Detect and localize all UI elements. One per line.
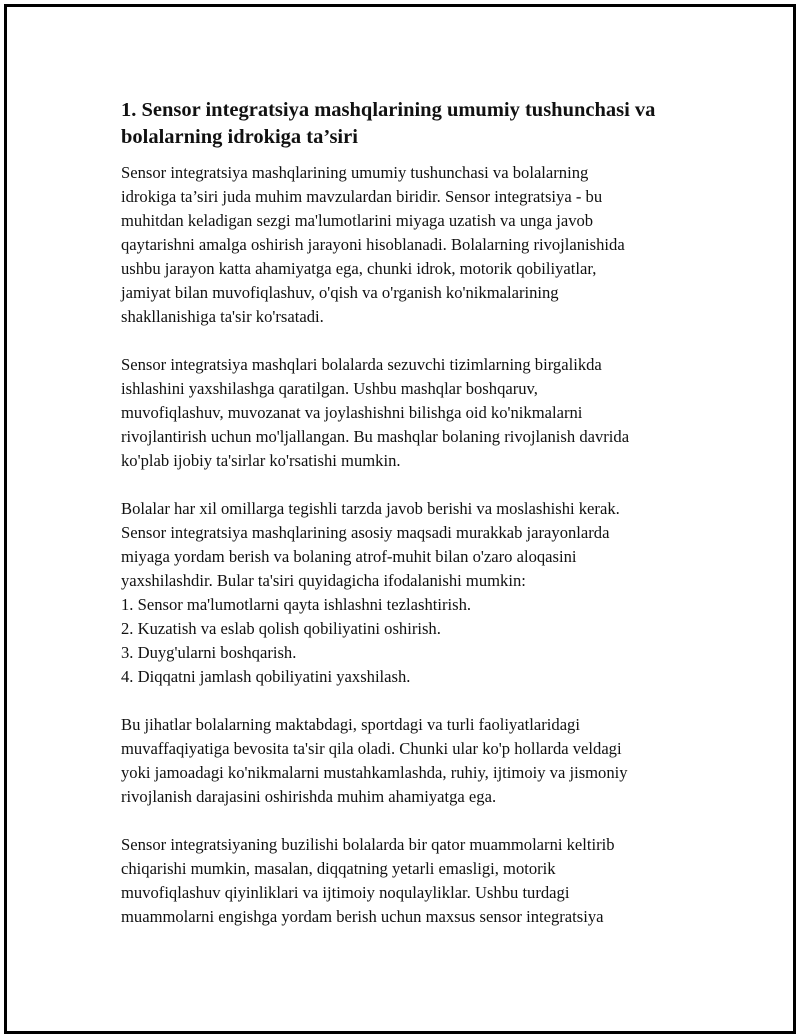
section-heading: [121, 97, 701, 151]
paragraph-line: ko'plab ijobiy ta'sirlar ko'rsatishi mumkin.: [121, 451, 401, 470]
paragraph-2: [121, 353, 701, 473]
paragraph-4: [121, 713, 701, 809]
paragraph-line: Sensor integratsiya mashqlari bolalarda sezuvchi tizimlarning birgalikda: [121, 355, 602, 374]
paragraph-1: [121, 161, 701, 329]
heading-line: bolalarning idrokiga ta’siri: [121, 126, 358, 148]
paragraph-line: rivojlantirish uchun mo'ljallangan. Bu mashqlar bolaning rivojlanish davrida: [121, 427, 630, 446]
list-item: 4. Diqqatni jamlash qobiliyatini yaxshilash.: [121, 667, 411, 686]
paragraph-line: ishlashini yaxshilashga qaratilgan. Ushbu mashqlar boshqaruv,: [121, 379, 538, 398]
paragraph-line: muvofiqlashuv qiyinliklari va ijtimoiy noqulayliklar. Ushbu turdagi: [121, 883, 570, 902]
paragraph-line: Sensor integratsiya mashqlarining umumiy tushunchasi va bolalarning: [121, 163, 589, 182]
list-item: 1. Sensor ma'lumotlarni qayta ishlashni tezlashtirish.: [121, 595, 472, 614]
paragraph-line: jamiyat bilan muvofiqlashuv, o'qish va o'rganish ko'nikmalarining: [121, 283, 559, 302]
paragraph-line: Sensor integratsiyaning buzilishi bolalarda bir qator muammolarni keltirib: [121, 835, 615, 854]
paragraph-line: yaxshilashdir. Bular ta'siri quyidagicha ifodalanishi mumkin:: [121, 571, 526, 590]
page-frame: [4, 4, 796, 1034]
paragraph-3: [121, 497, 701, 689]
heading-line: 1. Sensor integratsiya mashqlarining umumiy tushunchasi va: [121, 99, 656, 121]
paragraph-line: Bolalar har xil omillarga tegishli tarzda javob berishi va moslashishi kerak.: [121, 499, 620, 518]
paragraph-line: idrokiga ta’siri juda muhim mavzulardan biridir. Sensor integratsiya - bu: [121, 187, 603, 206]
list-item: 3. Duyg'ularni boshqarish.: [121, 643, 297, 662]
paragraph-line: muvaffaqiyatiga bevosita ta'sir qila oladi. Chunki ular ko'p hollarda veldagi: [121, 739, 622, 758]
paragraph-line: muammolarni engishga yordam berish uchun maxsus sensor integratsiya: [121, 907, 604, 926]
paragraph-line: chiqarishi mumkin, masalan, diqqatning yetarli emasligi, motorik: [121, 859, 556, 878]
paragraph-line: miyaga yordam berish va bolaning atrof-muhit bilan o'zaro aloqasini: [121, 547, 577, 566]
paragraph-line: ushbu jarayon katta ahamiyatga ega, chunki idrok, motorik qobiliyatlar,: [121, 259, 597, 278]
paragraph-line: muvofiqlashuv, muvozanat va joylashishni bilishga oid ko'nikmalarni: [121, 403, 583, 422]
paragraph-line: yoki jamoadagi ko'nikmalarni mustahkamlashda, ruhiy, ijtimoiy va jismoniy: [121, 763, 628, 782]
paragraph-line: rivojlanish darajasini oshirishda muhim ahamiyatga ega.: [121, 787, 497, 806]
document-body: [121, 97, 701, 929]
list-item: 2. Kuzatish va eslab qolish qobiliyatini oshirish.: [121, 619, 441, 638]
paragraph-line: Bu jihatlar bolalarning maktabdagi, sportdagi va turli faoliyatlaridagi: [121, 715, 580, 734]
paragraph-line: muhitdan keladigan sezgi ma'lumotlarini miyaga uzatish va unga javob: [121, 211, 594, 230]
paragraph-5: [121, 833, 701, 929]
paragraph-line: qaytarishni amalga oshirish jarayoni hisoblanadi. Bolalarning rivojlanishida: [121, 235, 625, 254]
paragraph-line: Sensor integratsiya mashqlarining asosiy maqsadi murakkab jarayonlarda: [121, 523, 610, 542]
paragraph-line: shakllanishiga ta'sir ko'rsatadi.: [121, 307, 324, 326]
